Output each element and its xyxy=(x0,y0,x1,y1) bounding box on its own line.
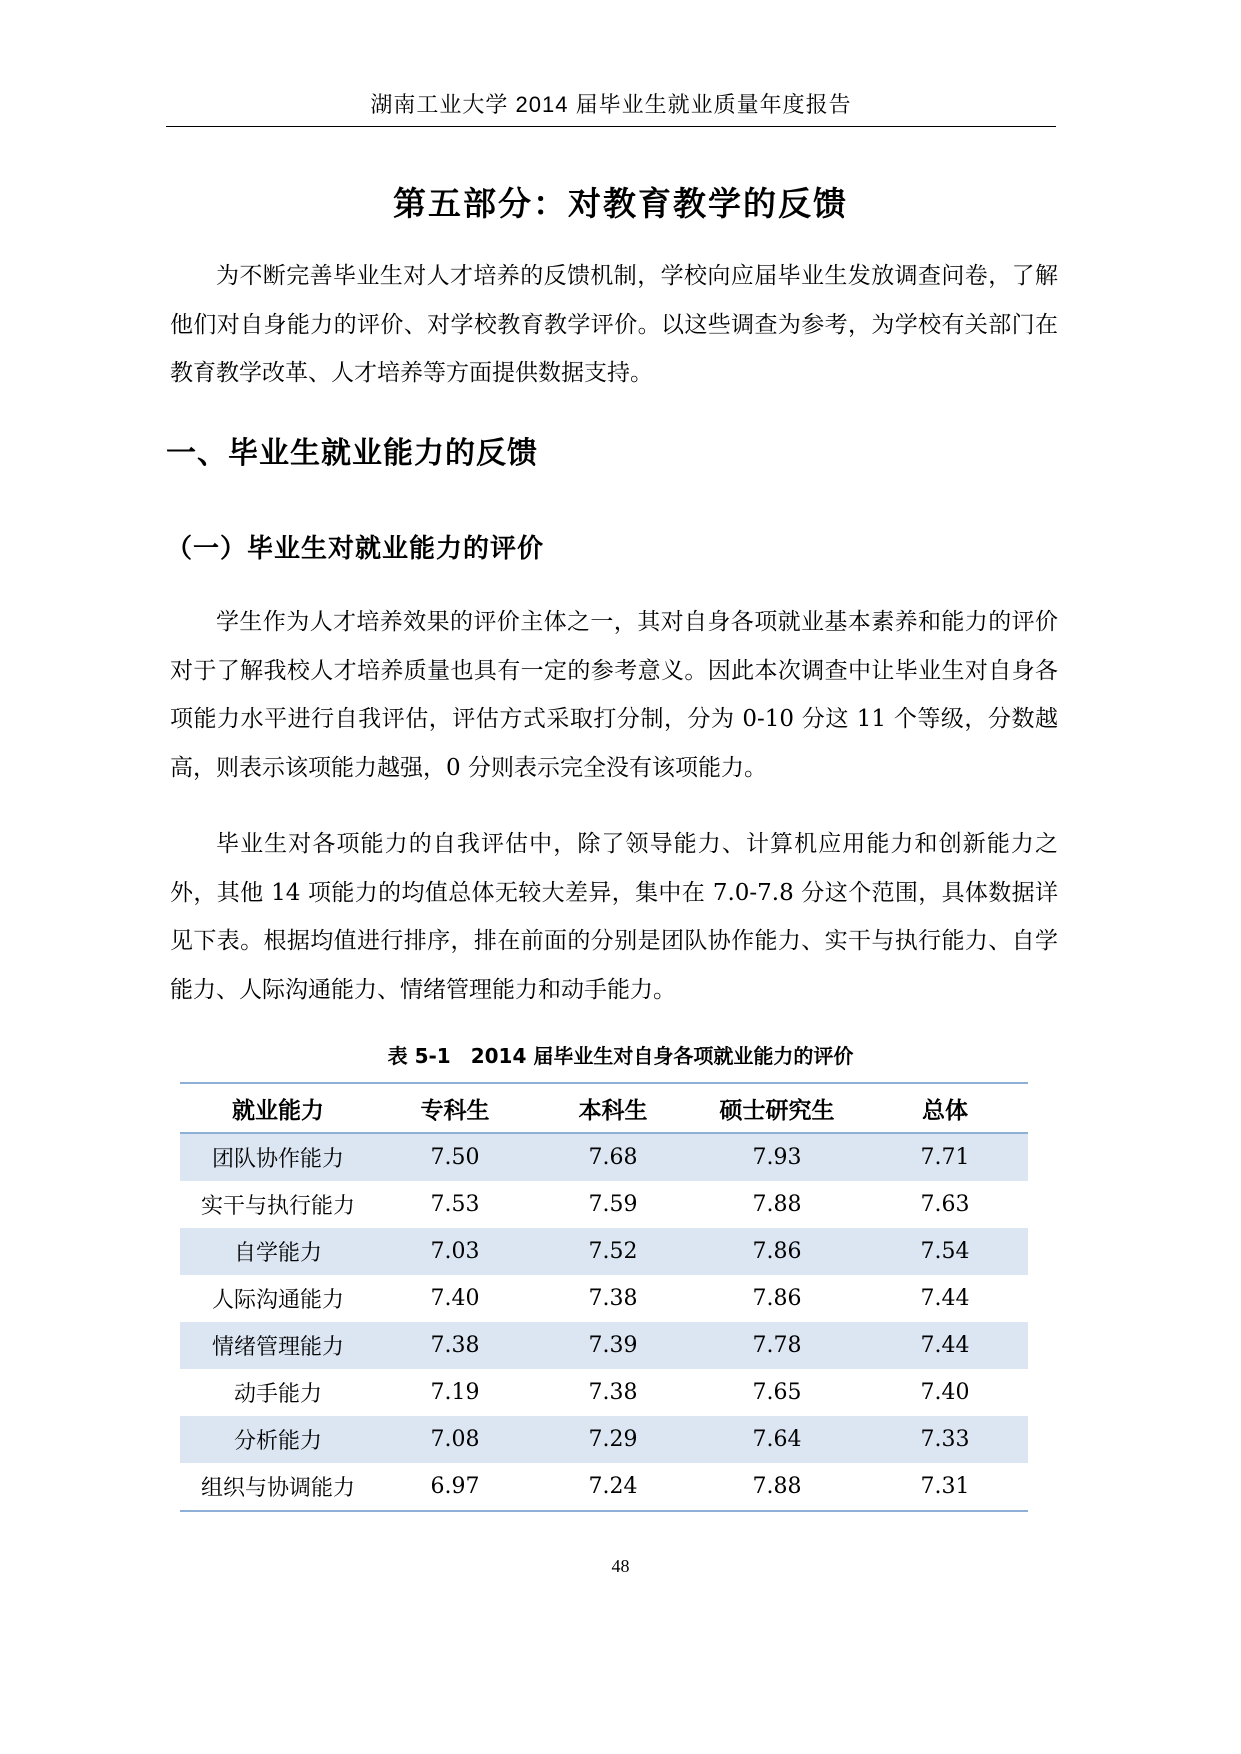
cell-value: 7.65 xyxy=(752,1380,802,1405)
cell-value: 7.59 xyxy=(588,1192,638,1217)
cell-value: 7.38 xyxy=(376,1322,534,1369)
cell-value: 7.88 xyxy=(752,1474,802,1499)
body-paragraph-2: 学生作为人才培养效果的评价主体之一，其对自身各项就业基本素养和能力的评价对于了解我校人才培养质量也具有一定的参考意义。因此本次调查中让毕业生对自身各项能力水平进行自我评估，评估方式采取打分制，分为 0-10 分这 11 个等级，分数越高，则表示该项能力越强，0 分则表示完全没有该项能力。 xyxy=(170,609,1058,781)
cell-value: 7.31 xyxy=(920,1474,970,1499)
part-title: 第五部分：对教育教学的反馈 xyxy=(393,184,848,223)
cell-ability: 组织与协调能力 xyxy=(200,1476,355,1501)
ability-table xyxy=(180,1082,1028,1512)
header-master: 硕士研究生 xyxy=(692,1083,862,1133)
cell-value: 7.68 xyxy=(534,1133,692,1181)
cell-value: 7.71 xyxy=(862,1133,1028,1181)
table-header-row xyxy=(180,1083,1028,1133)
cell-value: 7.88 xyxy=(752,1192,802,1217)
cell-value: 7.44 xyxy=(862,1322,1028,1369)
cell-value: 7.08 xyxy=(376,1416,534,1463)
cell-value: 7.53 xyxy=(430,1192,480,1217)
header-undergraduate: 本科生 xyxy=(534,1083,692,1133)
cell-ability: 分析能力 xyxy=(180,1416,376,1463)
header-ability: 就业能力 xyxy=(180,1083,376,1133)
header-overall: 总体 xyxy=(862,1083,1028,1133)
cell-value: 7.33 xyxy=(862,1416,1028,1463)
table-row xyxy=(180,1322,1028,1369)
cell-value: 7.38 xyxy=(588,1380,638,1405)
cell-value: 7.63 xyxy=(920,1192,970,1217)
running-header: 湖南工业大学 2014 届毕业生就业质量年度报告 xyxy=(370,92,852,117)
body-paragraph-3: 毕业生对各项能力的自我评估中，除了领导能力、计算机应用能力和创新能力之外，其他 14 项能力的均值总体无较大差异，集中在 7.0-7.8 分这个范围，具体数据详见下表。根据均值进行排序，排在前面的分别是团队协作能力、实干与执行能力、自学能力、人际沟通能力、情绪管理能力和动手能力。 xyxy=(170,831,1058,1003)
cell-ability: 自学能力 xyxy=(180,1228,376,1275)
table-row xyxy=(180,1369,1028,1416)
cell-value: 7.78 xyxy=(692,1322,862,1369)
table-caption: 表 5-1 2014 届毕业生对自身各项就业能力的评价 xyxy=(387,1044,854,1068)
cell-value: 7.39 xyxy=(534,1322,692,1369)
cell-ability: 实干与执行能力 xyxy=(200,1194,355,1219)
table-row xyxy=(180,1416,1028,1463)
cell-value: 7.54 xyxy=(862,1228,1028,1275)
cell-value: 7.03 xyxy=(376,1228,534,1275)
table-row xyxy=(180,1228,1028,1275)
section-heading: 一、毕业生就业能力的反馈 xyxy=(166,436,538,471)
table-row xyxy=(180,1463,1028,1511)
page-number: 48 xyxy=(611,1556,630,1576)
cell-value: 7.50 xyxy=(376,1133,534,1181)
cell-ability: 情绪管理能力 xyxy=(180,1322,376,1369)
table-row xyxy=(180,1275,1028,1322)
header-junior-college: 专科生 xyxy=(376,1083,534,1133)
cell-value: 7.86 xyxy=(752,1286,802,1311)
header-rule xyxy=(166,126,1056,127)
intro-paragraph: 为不断完善毕业生对人才培养的反馈机制，学校向应届毕业生发放调查问卷，了解他们对自身能力的评价、对学校教育教学评价。以这些调查为参考，为学校有关部门在教育教学改革、人才培养等方面提供数据支持。 xyxy=(170,263,1058,386)
cell-ability: 动手能力 xyxy=(233,1382,322,1407)
cell-value: 7.19 xyxy=(430,1380,480,1405)
cell-value: 7.52 xyxy=(534,1228,692,1275)
cell-value: 7.29 xyxy=(534,1416,692,1463)
cell-value: 7.44 xyxy=(920,1286,970,1311)
cell-value: 7.64 xyxy=(692,1416,862,1463)
cell-value: 6.97 xyxy=(430,1474,480,1499)
cell-value: 7.40 xyxy=(920,1380,970,1405)
table-row xyxy=(180,1133,1028,1181)
cell-value: 7.38 xyxy=(588,1286,638,1311)
cell-ability: 团队协作能力 xyxy=(180,1133,376,1181)
cell-value: 7.86 xyxy=(692,1228,862,1275)
cell-ability: 人际沟通能力 xyxy=(211,1288,344,1313)
table-row xyxy=(180,1181,1028,1228)
cell-value: 7.24 xyxy=(588,1474,638,1499)
cell-value: 7.93 xyxy=(692,1133,862,1181)
subsection-heading: （一）毕业生对就业能力的评价 xyxy=(166,534,545,564)
cell-value: 7.40 xyxy=(430,1286,480,1311)
